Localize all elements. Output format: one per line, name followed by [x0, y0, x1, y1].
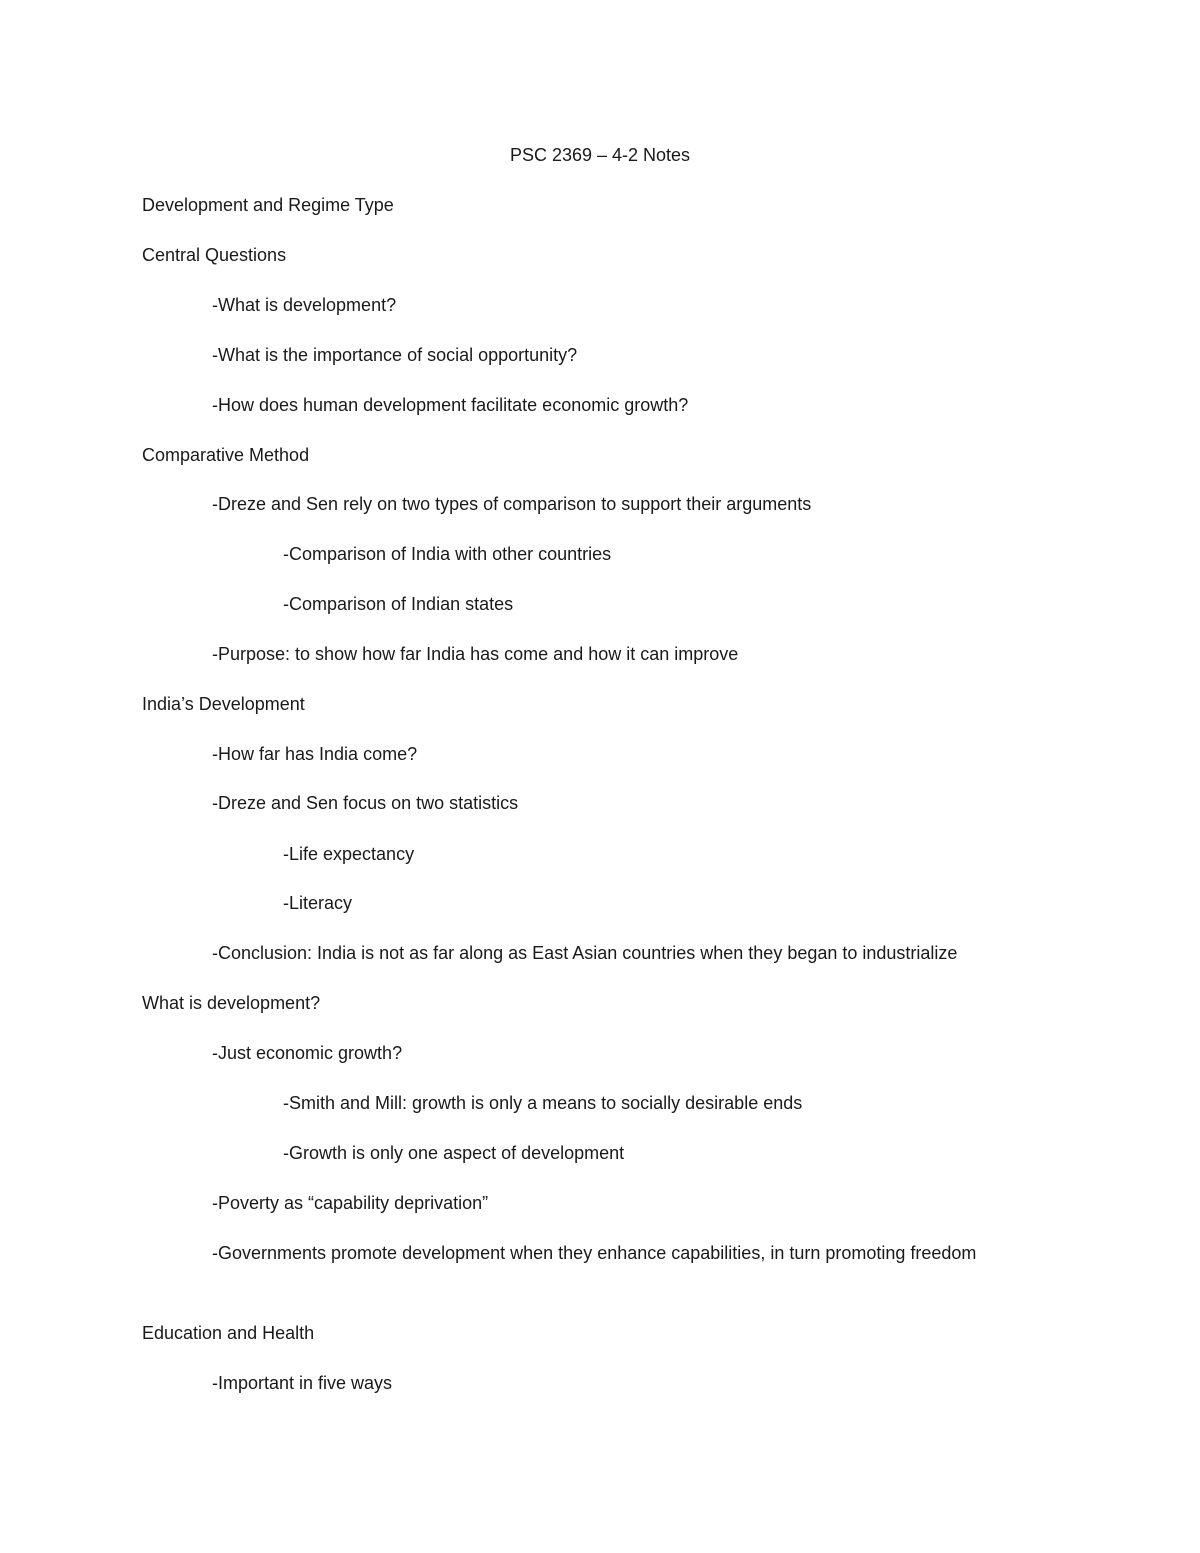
bullet-poverty-capability: -Poverty as “capability deprivation”	[212, 1193, 489, 1213]
bullet-economic-growth: -Just economic growth?	[212, 1043, 403, 1063]
bullet-social-opportunity: -What is the importance of social opportunity?	[212, 345, 578, 365]
sub-bullet-literacy: -Literacy	[283, 893, 353, 913]
sub-bullet-smith-mill: -Smith and Mill: growth is only a means to socially desirable ends	[283, 1093, 803, 1113]
sub-bullet-life-expectancy: -Life expectancy	[283, 844, 415, 864]
paragraph-governments-promote: -Governments promote development when they enhance capabilities, in turn promoting freedom	[212, 1243, 977, 1263]
bullet-purpose: -Purpose: to show how far India has come and how it can improve	[212, 644, 739, 664]
bullet-what-is-development: -What is development?	[212, 295, 397, 315]
sub-bullet-growth-aspect: -Growth is only one aspect of development	[283, 1143, 625, 1163]
bullet-human-development: -How does human development facilitate economic growth?	[212, 395, 689, 415]
heading-development-regime: Development and Regime Type	[142, 195, 394, 215]
heading-central-questions: Central Questions	[142, 245, 287, 265]
heading-what-is-development: What is development?	[142, 993, 321, 1013]
bullet-how-far-india: -How far has India come?	[212, 744, 418, 764]
sub-bullet-indian-states: -Comparison of Indian states	[283, 594, 514, 614]
sub-bullet-india-other-countries: -Comparison of India with other countries	[283, 544, 612, 564]
bullet-five-ways: -Important in five ways	[212, 1373, 393, 1393]
bullet-two-types-comparison: -Dreze and Sen rely on two types of comparison to support their arguments	[212, 494, 812, 514]
heading-comparative-method: Comparative Method	[142, 445, 310, 465]
heading-indias-development: India’s Development	[142, 694, 305, 714]
bullet-two-statistics: -Dreze and Sen focus on two statistics	[212, 793, 519, 813]
page-title: PSC 2369 – 4-2 Notes	[509, 145, 691, 165]
heading-education-health: Education and Health	[142, 1323, 315, 1343]
bullet-conclusion: -Conclusion: India is not as far along as East Asian countries when they began to industrialize	[212, 943, 958, 963]
